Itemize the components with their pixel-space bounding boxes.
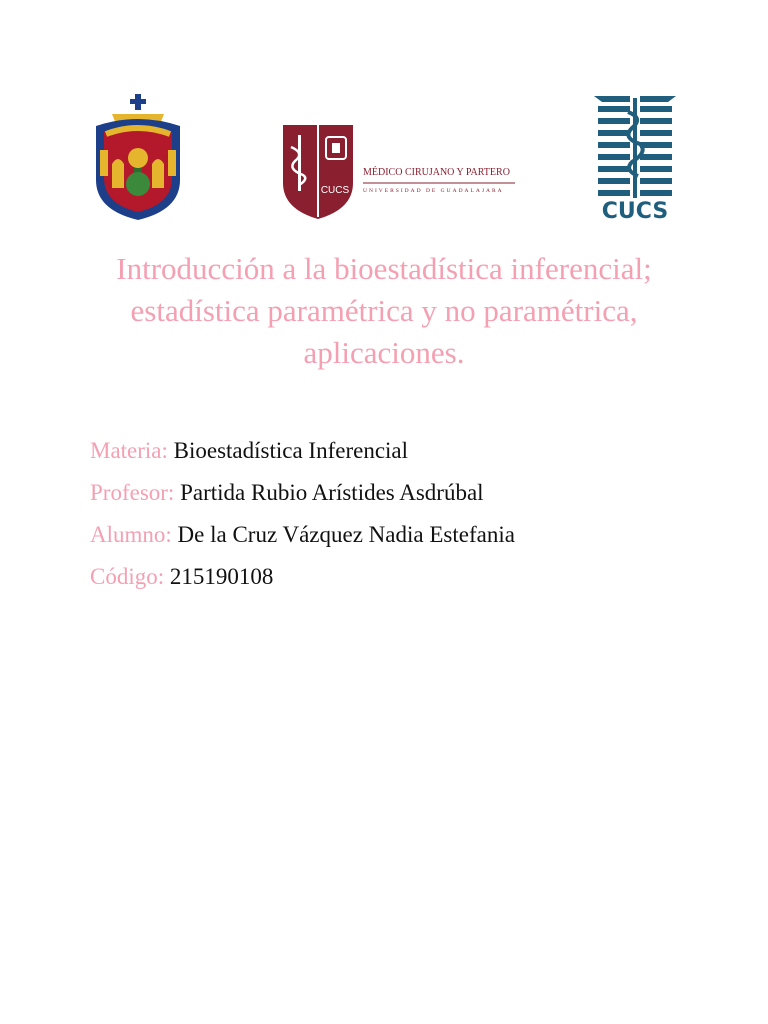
title-line-2: estadística paramétrica y no paramétrica, bbox=[130, 293, 638, 328]
info-row-profesor bbox=[90, 472, 690, 514]
alumno-label: Alumno: bbox=[90, 522, 172, 547]
profesor-label: Profesor: bbox=[90, 480, 175, 505]
document-title bbox=[70, 248, 698, 374]
title-line-1: Introducción a la bioestadística inferencial; bbox=[116, 251, 652, 286]
university-of-guadalajara-crest-icon bbox=[90, 92, 186, 222]
materia-value: Bioestadística Inferencial bbox=[173, 438, 409, 463]
alumno-value: De la Cruz Vázquez Nadia Estefania bbox=[177, 522, 515, 547]
info-row-alumno bbox=[90, 514, 690, 556]
medico-logo-badge-text: CUCS bbox=[320, 185, 350, 196]
cucs-logo-text: CUCS bbox=[601, 199, 669, 222]
medico-logo-subtitle: UNIVERSIDAD DE GUADALAJARA bbox=[363, 188, 504, 194]
medico-logo-title: MÉDICO CIRUJANO Y PARTERO bbox=[363, 167, 510, 178]
codigo-value: 215190108 bbox=[169, 564, 274, 589]
logo-header bbox=[0, 0, 768, 230]
profesor-value: Partida Rubio Arístides Asdrúbal bbox=[180, 480, 484, 505]
codigo-label: Código: bbox=[90, 564, 165, 589]
title-line-3: aplicaciones. bbox=[303, 335, 465, 370]
document-info bbox=[90, 430, 690, 598]
materia-label: Materia: bbox=[90, 438, 168, 463]
info-row-materia bbox=[90, 430, 690, 472]
medico-cirujano-y-partero-logo-icon bbox=[265, 113, 535, 223]
cucs-caduceus-logo-icon bbox=[590, 92, 680, 222]
info-row-codigo bbox=[90, 556, 690, 598]
